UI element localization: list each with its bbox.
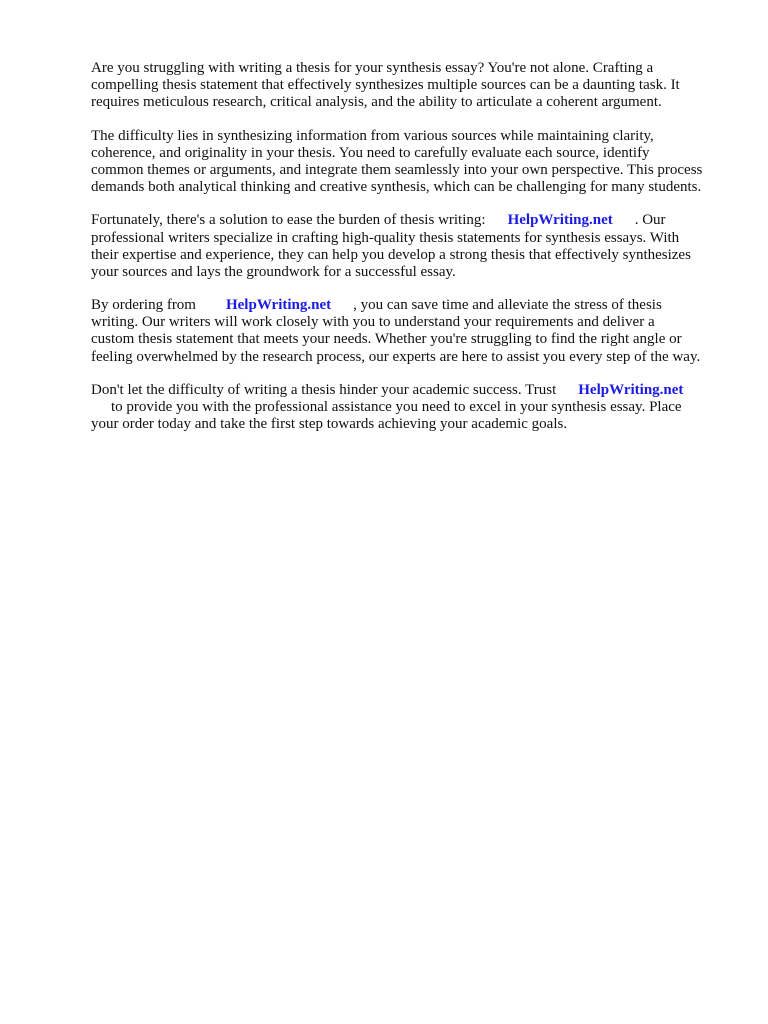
text-line: feeling overwhelmed by the research process, our experts are here to assist you every step of the way. (91, 348, 701, 365)
text-line: The difficulty lies in synthesizing information from various sources while maintaining clarity, (91, 127, 654, 144)
text-line: professional writers specialize in crafting high-quality thesis statements for synthesis essays. With (91, 229, 680, 246)
text-line: coherence, and originality in your thesis. You need to carefully evaluate each source, identify (91, 144, 650, 161)
paragraph-solution (91, 212, 731, 281)
text-line (91, 382, 731, 399)
text-fragment: By ordering from (91, 297, 196, 314)
text-line (91, 212, 731, 229)
helpwriting-link[interactable]: HelpWriting.net (507, 212, 613, 229)
text-line: demands both analytical thinking and creative synthesis, which can be challenging for many students. (91, 179, 702, 196)
text-fragment: Don't let the difficulty of writing a thesis hinder your academic success. Trust (91, 381, 557, 398)
text-line: your order today and take the first step towards achieving your academic goals. (91, 416, 568, 433)
text-line: to provide you with the professional assistance you need to excel in your synthesis essay. Place (111, 399, 682, 415)
helpwriting-link[interactable]: HelpWriting.net (225, 297, 332, 314)
text-line: your sources and lays the groundwork for a successful essay. (91, 263, 456, 280)
helpwriting-link[interactable]: HelpWriting.net (578, 381, 684, 398)
text-fragment: , you can save time and alleviate the stress of thesis (353, 297, 662, 314)
text-fragment: . Our (634, 212, 666, 229)
paragraph-ordering (91, 297, 731, 366)
paragraph-difficulty (91, 128, 731, 197)
text-line: their expertise and experience, they can help you develop a strong thesis that effectively synthesizes (91, 246, 691, 263)
paragraph-intro (91, 60, 731, 112)
text-line: writing. Our writers will work closely with you to understand your requirements and deliver a (91, 314, 655, 331)
text-line: compelling thesis statement that effectively synthesizes multiple sources can be a daunting task. It (91, 77, 680, 94)
text-line: custom thesis statement that meets your needs. Whether you're struggling to find the right angle or (91, 331, 682, 348)
text-line (91, 297, 731, 314)
text-line: common themes or arguments, and integrate them seamlessly into your own perspective. This process (91, 161, 703, 178)
document-page (91, 60, 731, 449)
paragraph-closing (91, 382, 731, 434)
text-fragment: Fortunately, there's a solution to ease the burden of thesis writing: (91, 212, 486, 229)
text-line: Are you struggling with writing a thesis for your synthesis essay? You're not alone. Crafting a (91, 60, 654, 76)
text-line: requires meticulous research, critical analysis, and the ability to articulate a coherent argument. (91, 94, 662, 111)
